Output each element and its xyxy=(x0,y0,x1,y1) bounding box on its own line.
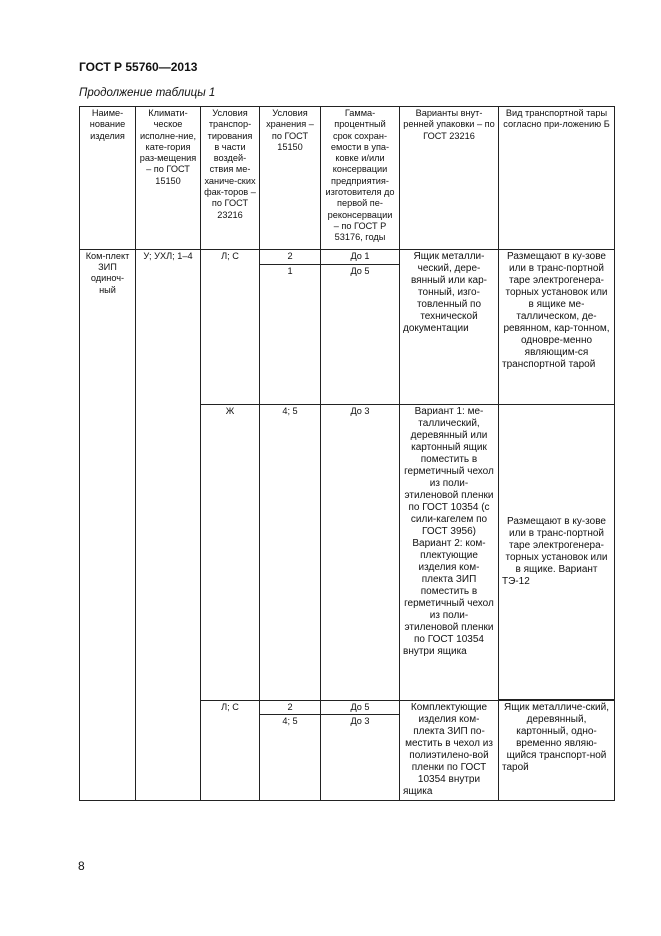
header-storage: Условия хранения – по ГОСТ 15150 xyxy=(260,107,321,250)
table-row xyxy=(80,249,615,264)
storage-cell: 4; 5 xyxy=(260,715,321,801)
header-transport-tare: Вид транспортной тары согласно при-ложению Б xyxy=(499,107,615,250)
header-product: Наиме-нование изделия xyxy=(80,107,136,250)
term-cell: До 3 xyxy=(321,715,400,801)
table-header-row xyxy=(80,107,615,250)
inner-pack-cell: Вариант 1: ме-таллический, деревянный или картонный ящик поместить в герметичный чехол из поли-этиленовой пленки по ГОСТ 10354 (с сили-кагелем по ГОСТ 3956) Вариант 2: ком-плектующие изделия ком-плекта ЗИП поместить в герметичный чехол из поли-этиленовой пленки по ГОСТ 10354 внутри ящика xyxy=(400,404,499,700)
transport-tare-cell: Ящик металличе-ский, деревянный, картонный, одно-временно являю-щийся транспорт-ной тарой xyxy=(499,700,615,800)
storage-cell: 2 xyxy=(260,249,321,264)
header-term: Гамма-процентный срок сохран-емости в упа-ковке и/или консервации предприятия-изготовителя до первой пе-реконсервации – по ГОСТ Р 53176, годы xyxy=(321,107,400,250)
product-cell: Ком-плект ЗИП одиноч-ный xyxy=(80,249,136,800)
storage-cell: 4; 5 xyxy=(260,404,321,700)
header-inner-pack: Варианты внут-ренней упаковки – по ГОСТ 23216 xyxy=(400,107,499,250)
storage-cell: 2 xyxy=(260,700,321,715)
inner-pack-cell: Ящик металли-ческий, дере-вянный или кар-тонный, изго-товленный по технической документации xyxy=(400,249,499,404)
header-transport: Условия транспор-тирования в части воздей-ствия ме-ханиче-ских фак-торов – по ГОСТ 23216 xyxy=(201,107,260,250)
page-number: 8 xyxy=(78,859,85,873)
term-cell: До 5 xyxy=(321,265,400,405)
transport-tare-cell: Размещают в ку-зове или в транс-портной таре электрогенера-торных установок или в ящике ме-таллическом, де-ревянном, кар-тонном, одновре-менно являющим-ся транспортной тарой xyxy=(499,249,615,404)
transport-cell: Ж xyxy=(201,404,260,700)
climate-cell: У; УХЛ; 1–4 xyxy=(136,249,201,800)
term-cell: До 1 xyxy=(321,249,400,264)
storage-conditions-table xyxy=(79,106,615,801)
storage-cell: 1 xyxy=(260,265,321,405)
header-climate: Климати-ческое исполне-ние, кате-гория раз-мещения – по ГОСТ 15150 xyxy=(136,107,201,250)
transport-cell: Л; С xyxy=(201,249,260,404)
term-cell: До 3 xyxy=(321,404,400,700)
transport-tare-cell: Размещают в ку-зове или в транс-портной таре электрогенера-торных установок или в ящике. Вариант ТЭ-12 xyxy=(499,404,615,699)
document-code: ГОСТ Р 55760—2013 xyxy=(79,60,198,74)
transport-cell: Л; С xyxy=(201,700,260,800)
inner-pack-cell: Комплектующие изделия ком-плекта ЗИП по-местить в чехол из полиэтилено-вой пленки по ГОСТ 10354 внутри ящика xyxy=(400,700,499,800)
term-cell: До 5 xyxy=(321,700,400,715)
table-caption: Продолжение таблицы 1 xyxy=(79,87,216,99)
